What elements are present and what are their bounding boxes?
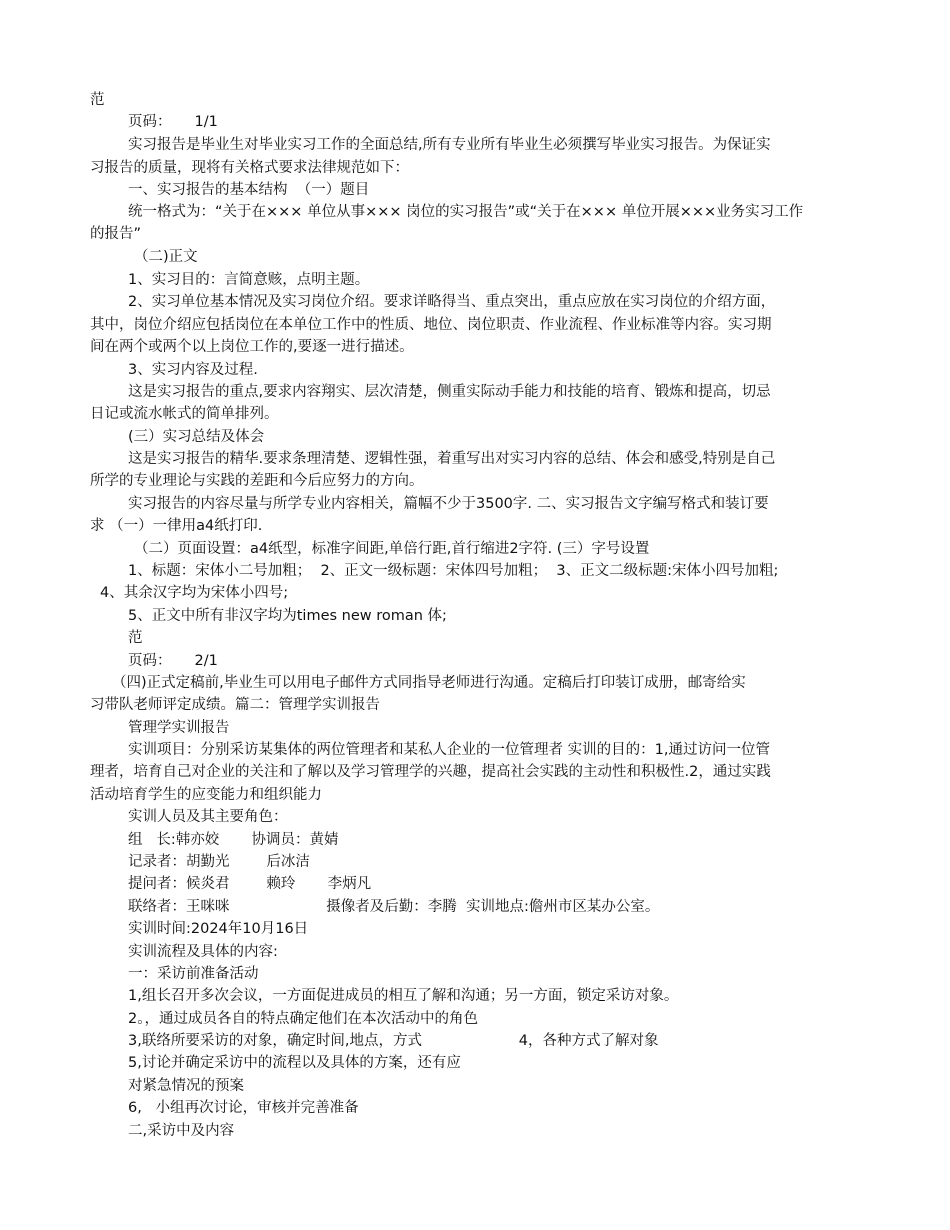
text-line: 记录者：胡勤光 后冰洁 xyxy=(128,854,310,870)
text-line: 日记或流水帐式的简单排列。 xyxy=(90,406,279,422)
text-line: 管理学实训报告 xyxy=(128,720,230,736)
text-line: 活动培育学生的应变能力和组织能力 xyxy=(90,787,322,803)
text-line: 所学的专业理论与实践的差距和今后应努力的方向。 xyxy=(90,473,424,489)
text-line: 求 （一）一律用a4纸打印. xyxy=(90,518,263,534)
text-line: 间在两个或两个以上岗位工作的,要逐一进行描述。 xyxy=(90,339,414,355)
text-line: 范 xyxy=(128,630,143,646)
text-line: 这是实习报告的精华.要求条理清楚、逻辑性强，着重写出对实习内容的总结、体会和感受,特别是自己 xyxy=(128,451,776,467)
text-line: 一、实习报告的基本结构 （一）题目 xyxy=(128,182,370,198)
text-line: (三）实习总结及体会 xyxy=(128,429,265,445)
text-line: 其中，岗位介绍应包括岗位在本单位工作中的性质、地位、岗位职责、作业流程、作业标准等内容。实习期 xyxy=(90,317,772,333)
text-line: 统一格式为：“关于在××× 单位从事××× 岗位的实习报告”或“关于在××× 单位开展×××业务实习工作 xyxy=(128,204,804,220)
text-line: 5,讨论并确定采访中的流程以及具体的方案，还有应 xyxy=(128,1055,461,1071)
text-line: 一：采访前准备活动 xyxy=(128,966,259,982)
text-line: 实习报告的内容尽量与所学专业内容相关，篇幅不少于3500字. 二、实习报告文字编写格式和装订要 xyxy=(128,496,769,512)
text-line: 4、其余汉字均为宋体小四号; xyxy=(100,585,289,601)
text-line: 实训项目：分别采访某集体的两位管理者和某私人企业的一位管理者 实训的目的：1,通过访问一位管 xyxy=(128,742,770,758)
text-line: 范 xyxy=(90,92,105,108)
text-line: 组 长:韩亦姣 协调员：黄婧 xyxy=(128,832,339,848)
text-line: 习带队老师评定成绩。篇二：管理学实训报告 xyxy=(90,697,380,713)
text-line: 二,采访中及内容 xyxy=(128,1123,235,1139)
text-line: 这是实习报告的重点,要求内容翔实、层次清楚，侧重实际动手能力和技能的培育、锻炼和提高，切忌 xyxy=(128,384,771,400)
text-line: 页码： 1/1 xyxy=(128,114,218,130)
text-line: 实训流程及具体的内容: xyxy=(128,944,278,960)
text-line: 页码： 2/1 xyxy=(128,653,218,669)
text-line: 5、正文中所有非汉字均为times new roman 体; xyxy=(128,608,447,624)
text-line: 实习报告是毕业生对毕业实习工作的全面总结,所有专业所有毕业生必须撰写毕业实习报告。为保证实 xyxy=(128,137,771,153)
text-line: 3、实习内容及过程. xyxy=(128,362,258,378)
text-line: 1、标题：宋体小二号加粗； 2、正文一级标题：宋体四号加粗； 3、正文二级标题:宋体小四号加粗; xyxy=(128,563,779,579)
text-line: （二）页面设置：a4纸型，标准字间距,单倍行距,首行缩进2字符. (三）字号设置 xyxy=(134,541,650,557)
text-line: （四)正式定稿前,毕业生可以用电子邮件方式同指导老师进行沟通。定稿后打印装订成册，邮寄给实 xyxy=(112,675,746,691)
text-line: （二)正文 xyxy=(134,249,198,265)
text-line: 2、实习单位基本情况及实习岗位介绍。要求详略得当、重点突出，重点应放在实习岗位的介绍方面， xyxy=(128,294,776,310)
text-line: 6, 小组再次讨论，审核并完善准备 xyxy=(128,1100,359,1116)
text-line: 提问者：候炎君 赖玲 李炳凡 xyxy=(128,876,372,892)
text-line: 理者，培育自己对企业的关注和了解以及学习管理学的兴趣，提高社会实践的主动性和积极性.2，通过实践 xyxy=(90,764,771,780)
text-line: 实训人员及其主要角色： xyxy=(128,809,288,825)
text-line: 联络者：王咪咪 摄像者及后勤：李腾 实训地点:儋州市区某办公室。 xyxy=(128,899,660,915)
text-line: 2。，通过成员各自的特点确定他们在本次活动中的角色 xyxy=(128,1011,478,1027)
text-line: 实训时间:2024年10月16日 xyxy=(128,921,309,937)
text-line: 对紧急情况的预案 xyxy=(128,1078,244,1094)
text-line: 3,联络所要采访的对象，确定时间,地点，方式 4，各种方式了解对象 xyxy=(128,1033,659,1049)
text-line: 1、实习目的：言简意赅，点明主题。 xyxy=(128,272,370,288)
text-line: 1,组长召开多次会议，一方面促进成员的相互了解和沟通；另一方面，锁定采访对象。 xyxy=(128,988,679,1004)
text-line: 习报告的质量，现将有关格式要求法律规范如下： xyxy=(90,160,409,176)
text-line: 的报告” xyxy=(90,226,142,242)
